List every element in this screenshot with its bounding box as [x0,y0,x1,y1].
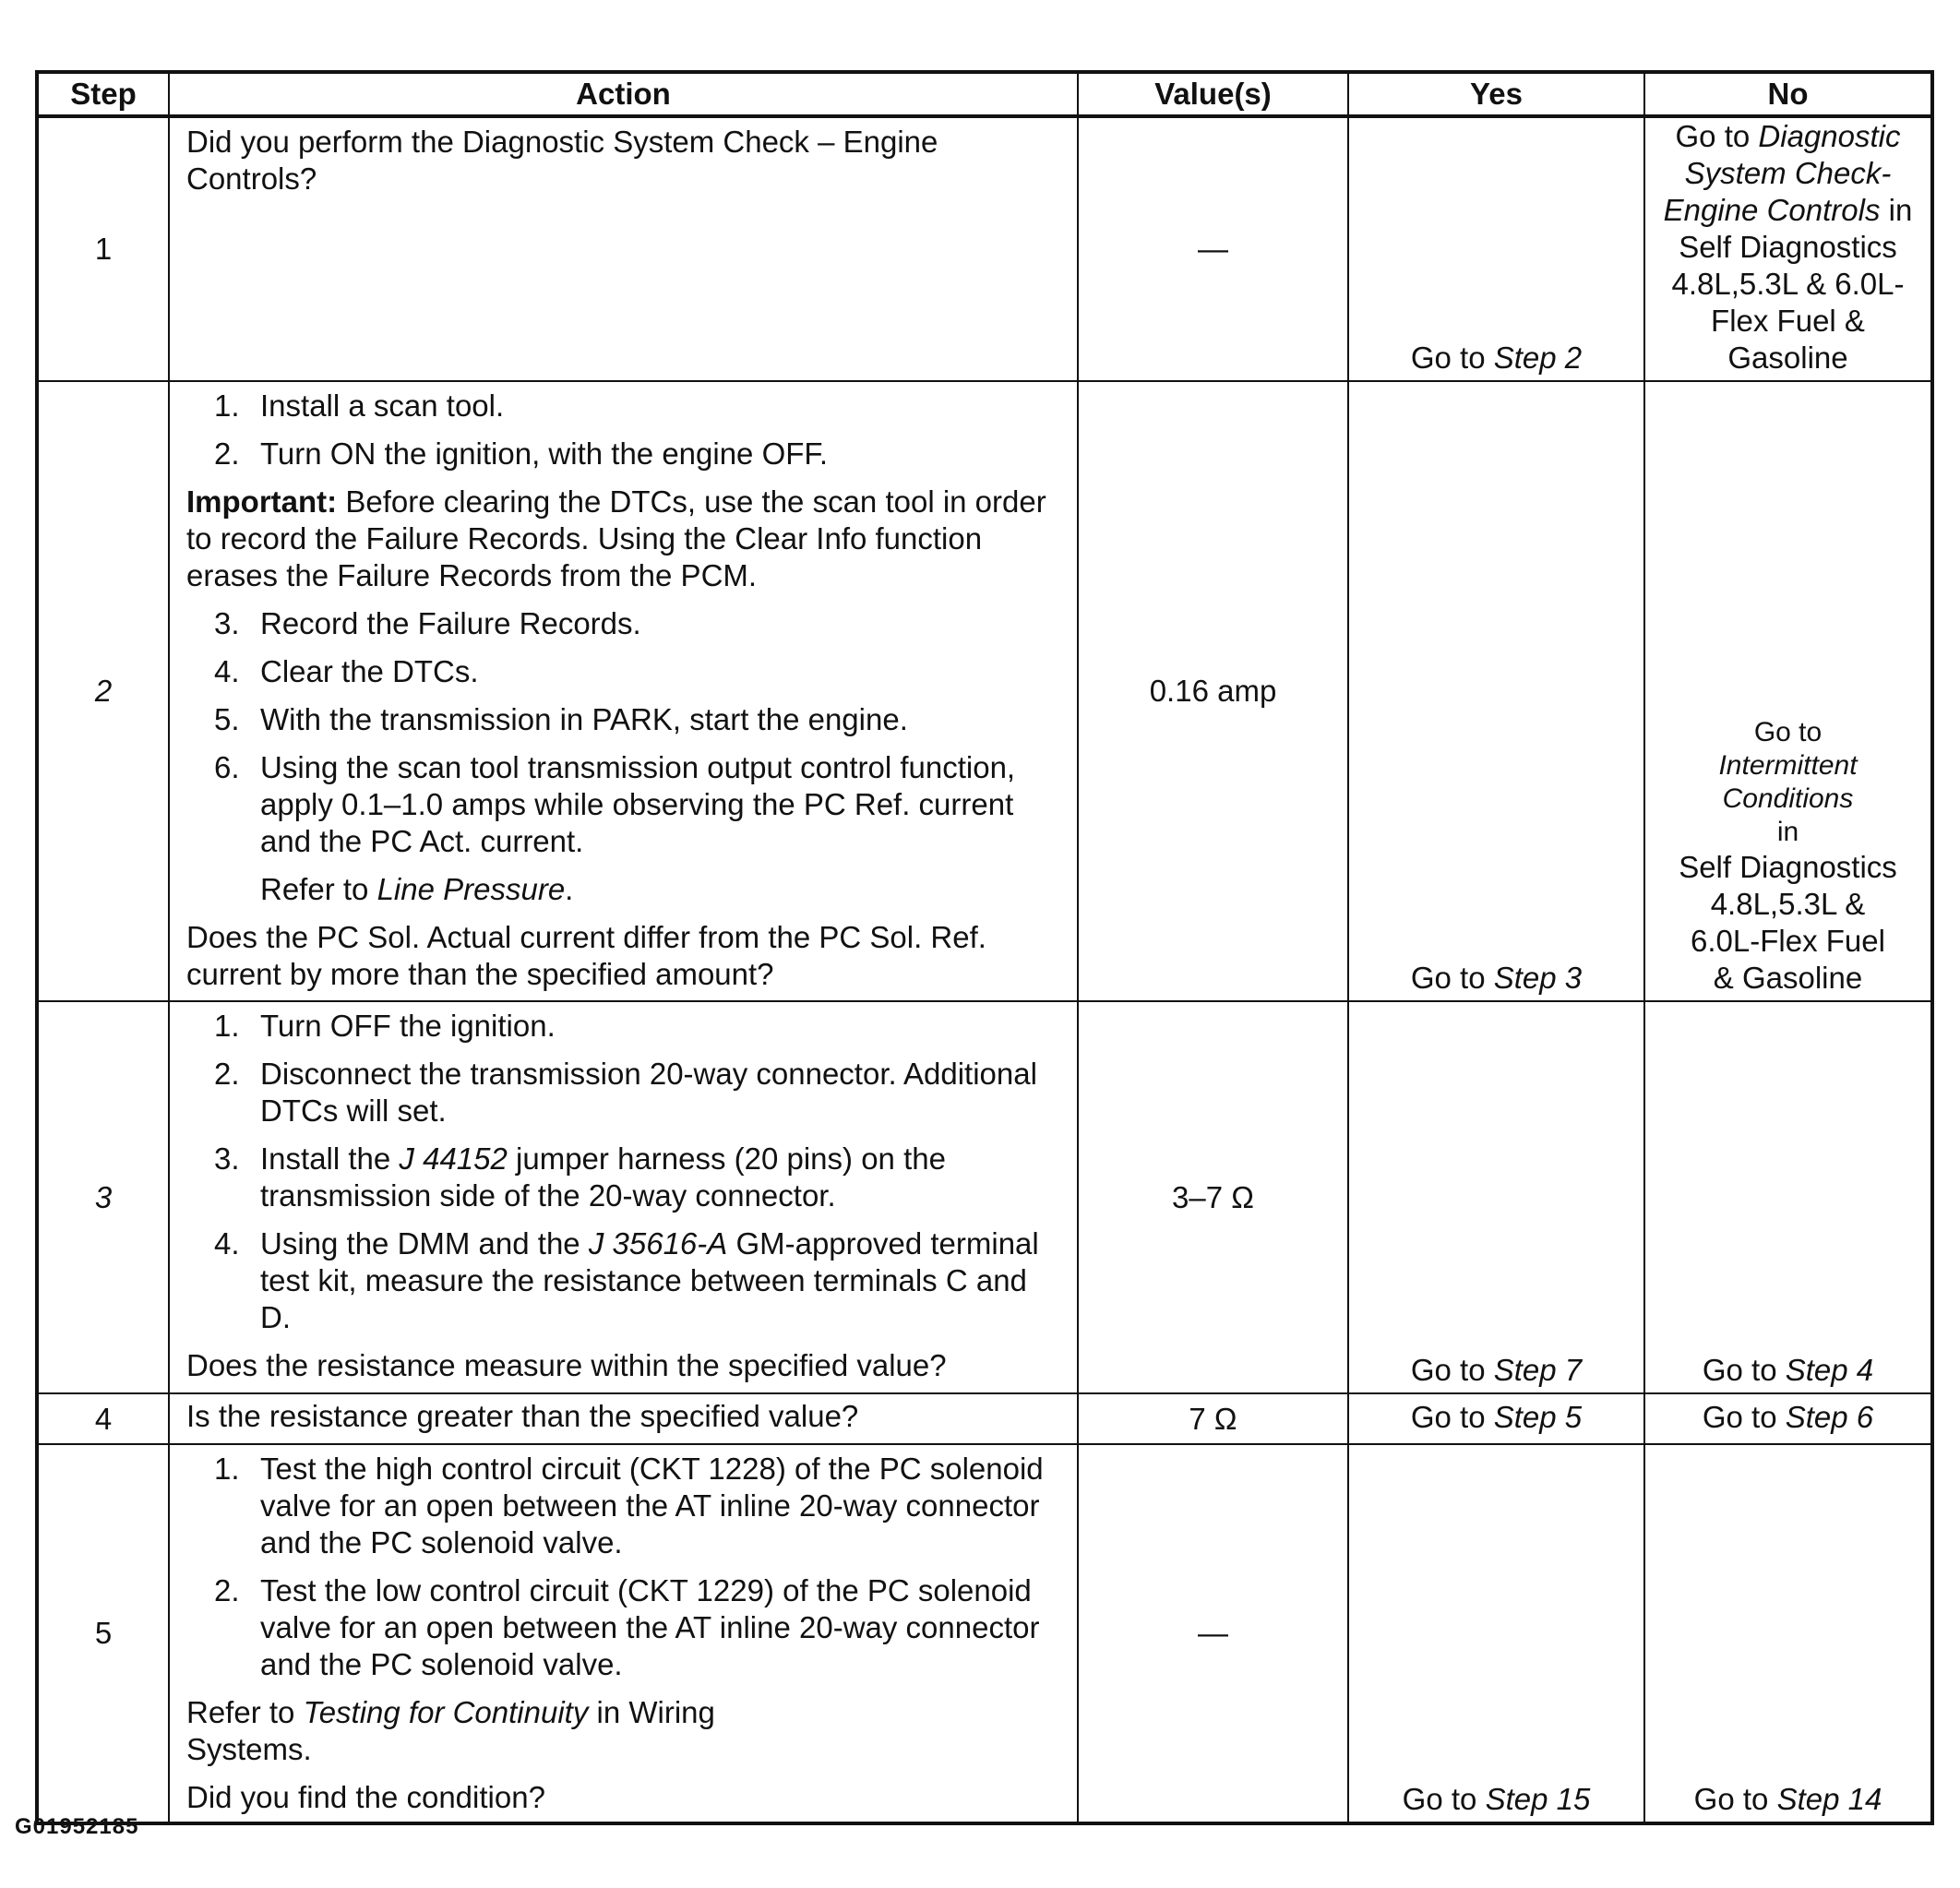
figure-id: G01952185 [15,1814,139,1839]
procedure-item: 1. Install a scan tool. [214,388,505,423]
step-number: 5 [37,1444,169,1823]
no-mid: in [1880,193,1913,227]
procedure-list [186,388,1062,472]
no-link[interactable]: Step 6 [1785,1399,1874,1434]
yes-cell [1348,1393,1644,1444]
table-row [37,1001,1932,1393]
header-action: Action [169,72,1078,116]
procedure-item: 4. Using the DMM and the J 35616-A GM-approved terminal test kit, measure the resistance between terminals C and D. [214,1226,1039,1334]
procedure-item: 4. Clear the DTCs. [214,654,479,688]
refer-link[interactable]: Testing for Continuity [303,1695,589,1729]
procedure-item: 5. With the transmission in PARK, start the engine. [214,702,908,736]
action-question: Is the resistance greater than the specified value? [186,1399,859,1433]
no-rest: Self Diagnostics 4.8L,5.3L & 6.0L-Flex Fuel & Gasoline [1679,850,1897,995]
procedure-item: 6. Using the scan tool transmission output control function, apply 0.1–1.0 amps while observing the PC Ref. current and the PC Act. current. [214,750,1016,858]
procedure-item: 3. Record the Failure Records. [214,606,641,640]
header-row [37,72,1932,116]
yes-link[interactable]: Step 7 [1493,1353,1583,1387]
yes-cell [1348,1001,1644,1393]
header-no: No [1644,72,1932,116]
yes-prefix: Go to [1410,1399,1494,1434]
table-row [37,116,1932,381]
action-cell [169,381,1078,1001]
yes-link[interactable]: Step 2 [1493,341,1583,375]
action-question: Does the resistance measure within the specified value? [186,1348,947,1382]
value-cell: — [1078,116,1348,381]
value-cell: 0.16 amp [1078,381,1348,1001]
no-prefix: Go to [1675,119,1759,153]
important-note [186,484,1062,594]
no-prefix: Go to [1693,1782,1777,1816]
procedure-item: 2. Test the low control circuit (CKT 1229) of the PC solenoid valve for an open between the AT inline 20-way connector and the PC solenoid valve. [214,1573,1040,1681]
no-link[interactable]: Intermittent Conditions [1718,750,1858,814]
no-cell [1644,1393,1932,1444]
procedure-item: 1. Turn OFF the ignition. [214,1009,556,1043]
procedure-list [186,605,1062,860]
procedure-list [186,1451,1062,1683]
refer-link[interactable]: Line Pressure [376,872,566,906]
value-cell: 7 Ω [1078,1393,1348,1444]
important-text: Before clearing the DTCs, use the scan tool in order to record the Failure Records. Using the Clear Info function erases the Failure Records from the PCM. [186,484,1046,592]
diagnostic-table [35,70,1934,1825]
no-link[interactable]: Step 4 [1785,1353,1874,1387]
yes-cell [1348,116,1644,381]
no-prefix: Go to [1753,717,1823,747]
action-cell [169,116,1078,381]
yes-cell [1348,1444,1644,1823]
table-row [37,1444,1932,1823]
action-cell [169,1393,1078,1444]
no-rest: Self Diagnostics 4.8L,5.3L & 6.0L-Flex Fuel & Gasoline [1671,230,1905,375]
yes-prefix: Go to [1410,961,1494,995]
refer-note: Refer to Testing for Continuity in Wiring Systems. [186,1695,715,1766]
yes-prefix: Go to [1410,341,1494,375]
step-number: 1 [37,116,169,381]
table-row [37,1393,1932,1444]
tool-reference: J 35616-A [588,1226,728,1261]
value-cell: 3–7 Ω [1078,1001,1348,1393]
yes-link[interactable]: Step 3 [1493,961,1583,995]
no-cell [1644,1001,1932,1393]
no-mid: in [1776,817,1799,847]
action-question: Did you find the condition? [186,1780,545,1814]
procedure-item: 1. Test the high control circuit (CKT 1228) of the PC solenoid valve for an open between the AT inline 20-way connector and the PC solenoid valve. [214,1452,1044,1559]
yes-link[interactable]: Step 15 [1485,1782,1591,1816]
no-prefix: Go to [1702,1353,1786,1387]
no-cell [1644,116,1932,381]
value-cell: — [1078,1444,1348,1823]
action-cell [169,1001,1078,1393]
yes-prefix: Go to [1410,1353,1494,1387]
action-question: Does the PC Sol. Actual current differ from the PC Sol. Ref. current by more than the specified amount? [186,920,986,991]
no-link[interactable]: Diagnostic System Check-Engine Controls [1663,119,1901,227]
procedure-item: 3. Install the J 44152 jumper harness (20 pins) on the transmission side of the 20-way connector. [214,1141,946,1213]
important-label: Important: [186,484,338,519]
table-row [37,381,1932,1001]
step-number: 3 [37,1001,169,1393]
header-step: Step [37,72,169,116]
header-values: Value(s) [1078,72,1348,116]
no-cell [1644,1444,1932,1823]
step-number: 4 [37,1393,169,1444]
procedure-item: 2. Turn ON the ignition, with the engine OFF. [214,436,829,471]
no-cell [1644,381,1932,1001]
no-link[interactable]: Step 14 [1776,1782,1882,1816]
yes-link[interactable]: Step 5 [1493,1399,1583,1434]
procedure-list [186,1008,1062,1336]
procedure-item: 2. Disconnect the transmission 20-way connector. Additional DTCs will set. [214,1057,1037,1128]
no-prefix: Go to [1702,1399,1786,1434]
header-yes: Yes [1348,72,1644,116]
yes-prefix: Go to [1402,1782,1486,1816]
tool-reference: J 44152 [399,1141,508,1176]
step-number: 2 [37,381,169,1001]
yes-cell [1348,381,1644,1001]
action-question: Did you perform the Diagnostic System Check – Engine Controls? [186,125,938,196]
refer-note: Refer to Line Pressure. [260,872,574,906]
action-cell [169,1444,1078,1823]
